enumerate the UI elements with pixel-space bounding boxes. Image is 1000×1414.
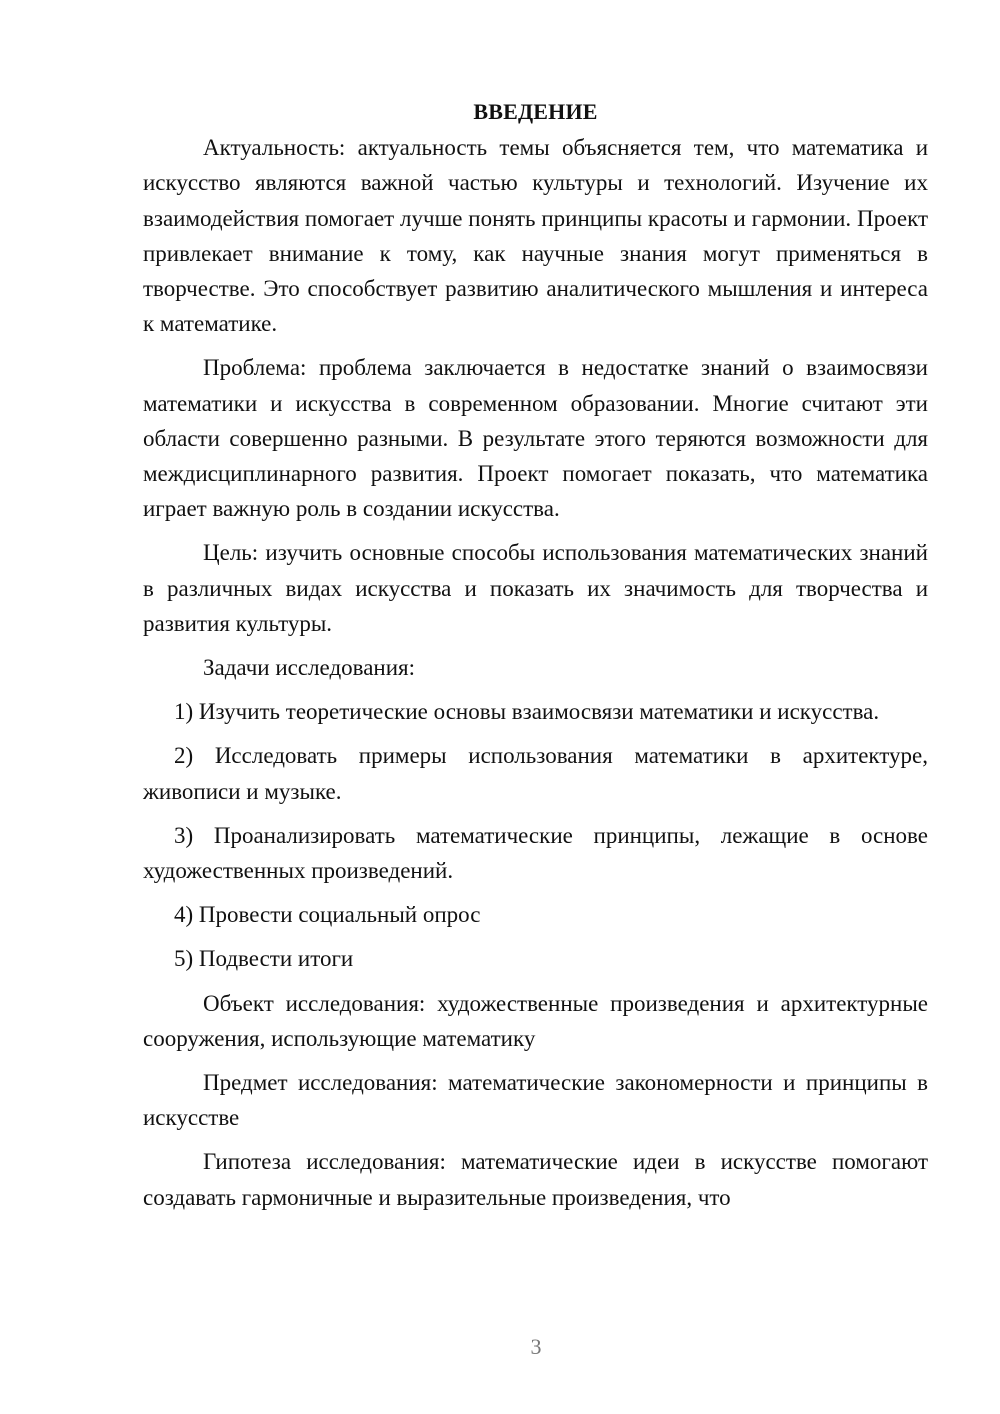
tasks-heading: Задачи исследования: bbox=[203, 655, 416, 681]
task-item-3: 3) Проанализировать математические принципы, лежащие в основе художественных произведений. bbox=[143, 822, 928, 884]
goal-paragraph: Цель: изучить основные способы использования математических знаний в различных видах искусства и показать их значимость для творчества и развития культуры. bbox=[143, 540, 928, 636]
problem-paragraph: Проблема: проблема заключается в недостатке знаний о взаимосвязи математики и искусства в современном образовании. Многие считают эти области совершенно разными. В результате этого теряются возможности для междисциплинарного развития. Проект помогает показать, что математика играет важную роль в создании искусства. bbox=[143, 355, 928, 522]
page-number: 3 bbox=[530, 1334, 542, 1359]
page-body bbox=[143, 94, 928, 1224]
page-title: ВВЕДЕНИЕ bbox=[473, 99, 598, 124]
hypothesis-paragraph: Гипотеза исследования: математические идеи в искусстве помогают создавать гармоничные и выразительные произведения, что bbox=[143, 1149, 928, 1210]
task-item-5: 5) Подвести итоги bbox=[174, 946, 354, 972]
task-item-2: 2) Исследовать примеры использования математики в архитектуре, живописи и музыке. bbox=[143, 743, 928, 804]
relevance-paragraph: Актуальность: актуальность темы объясняется тем, что математика и искусство являются важной частью культуры и технологий. Изучение их взаимодействия помогает лучше понять принципы красоты и гармонии. Проект привлекает внимание к тому, как научные знания могут применяться в творчестве. Это способствует развитию аналитического мышления и интереса к математике. bbox=[143, 135, 928, 337]
task-item-1: 1) Изучить теоретические основы взаимосвязи математики и искусства. bbox=[174, 699, 880, 725]
task-item-4: 4) Провести социальный опрос bbox=[174, 902, 481, 928]
object-paragraph: Объект исследования: художественные произведения и архитектурные сооружения, использующие математику bbox=[143, 990, 928, 1051]
subject-paragraph: Предмет исследования: математические закономерности и принципы в искусстве bbox=[143, 1070, 928, 1131]
